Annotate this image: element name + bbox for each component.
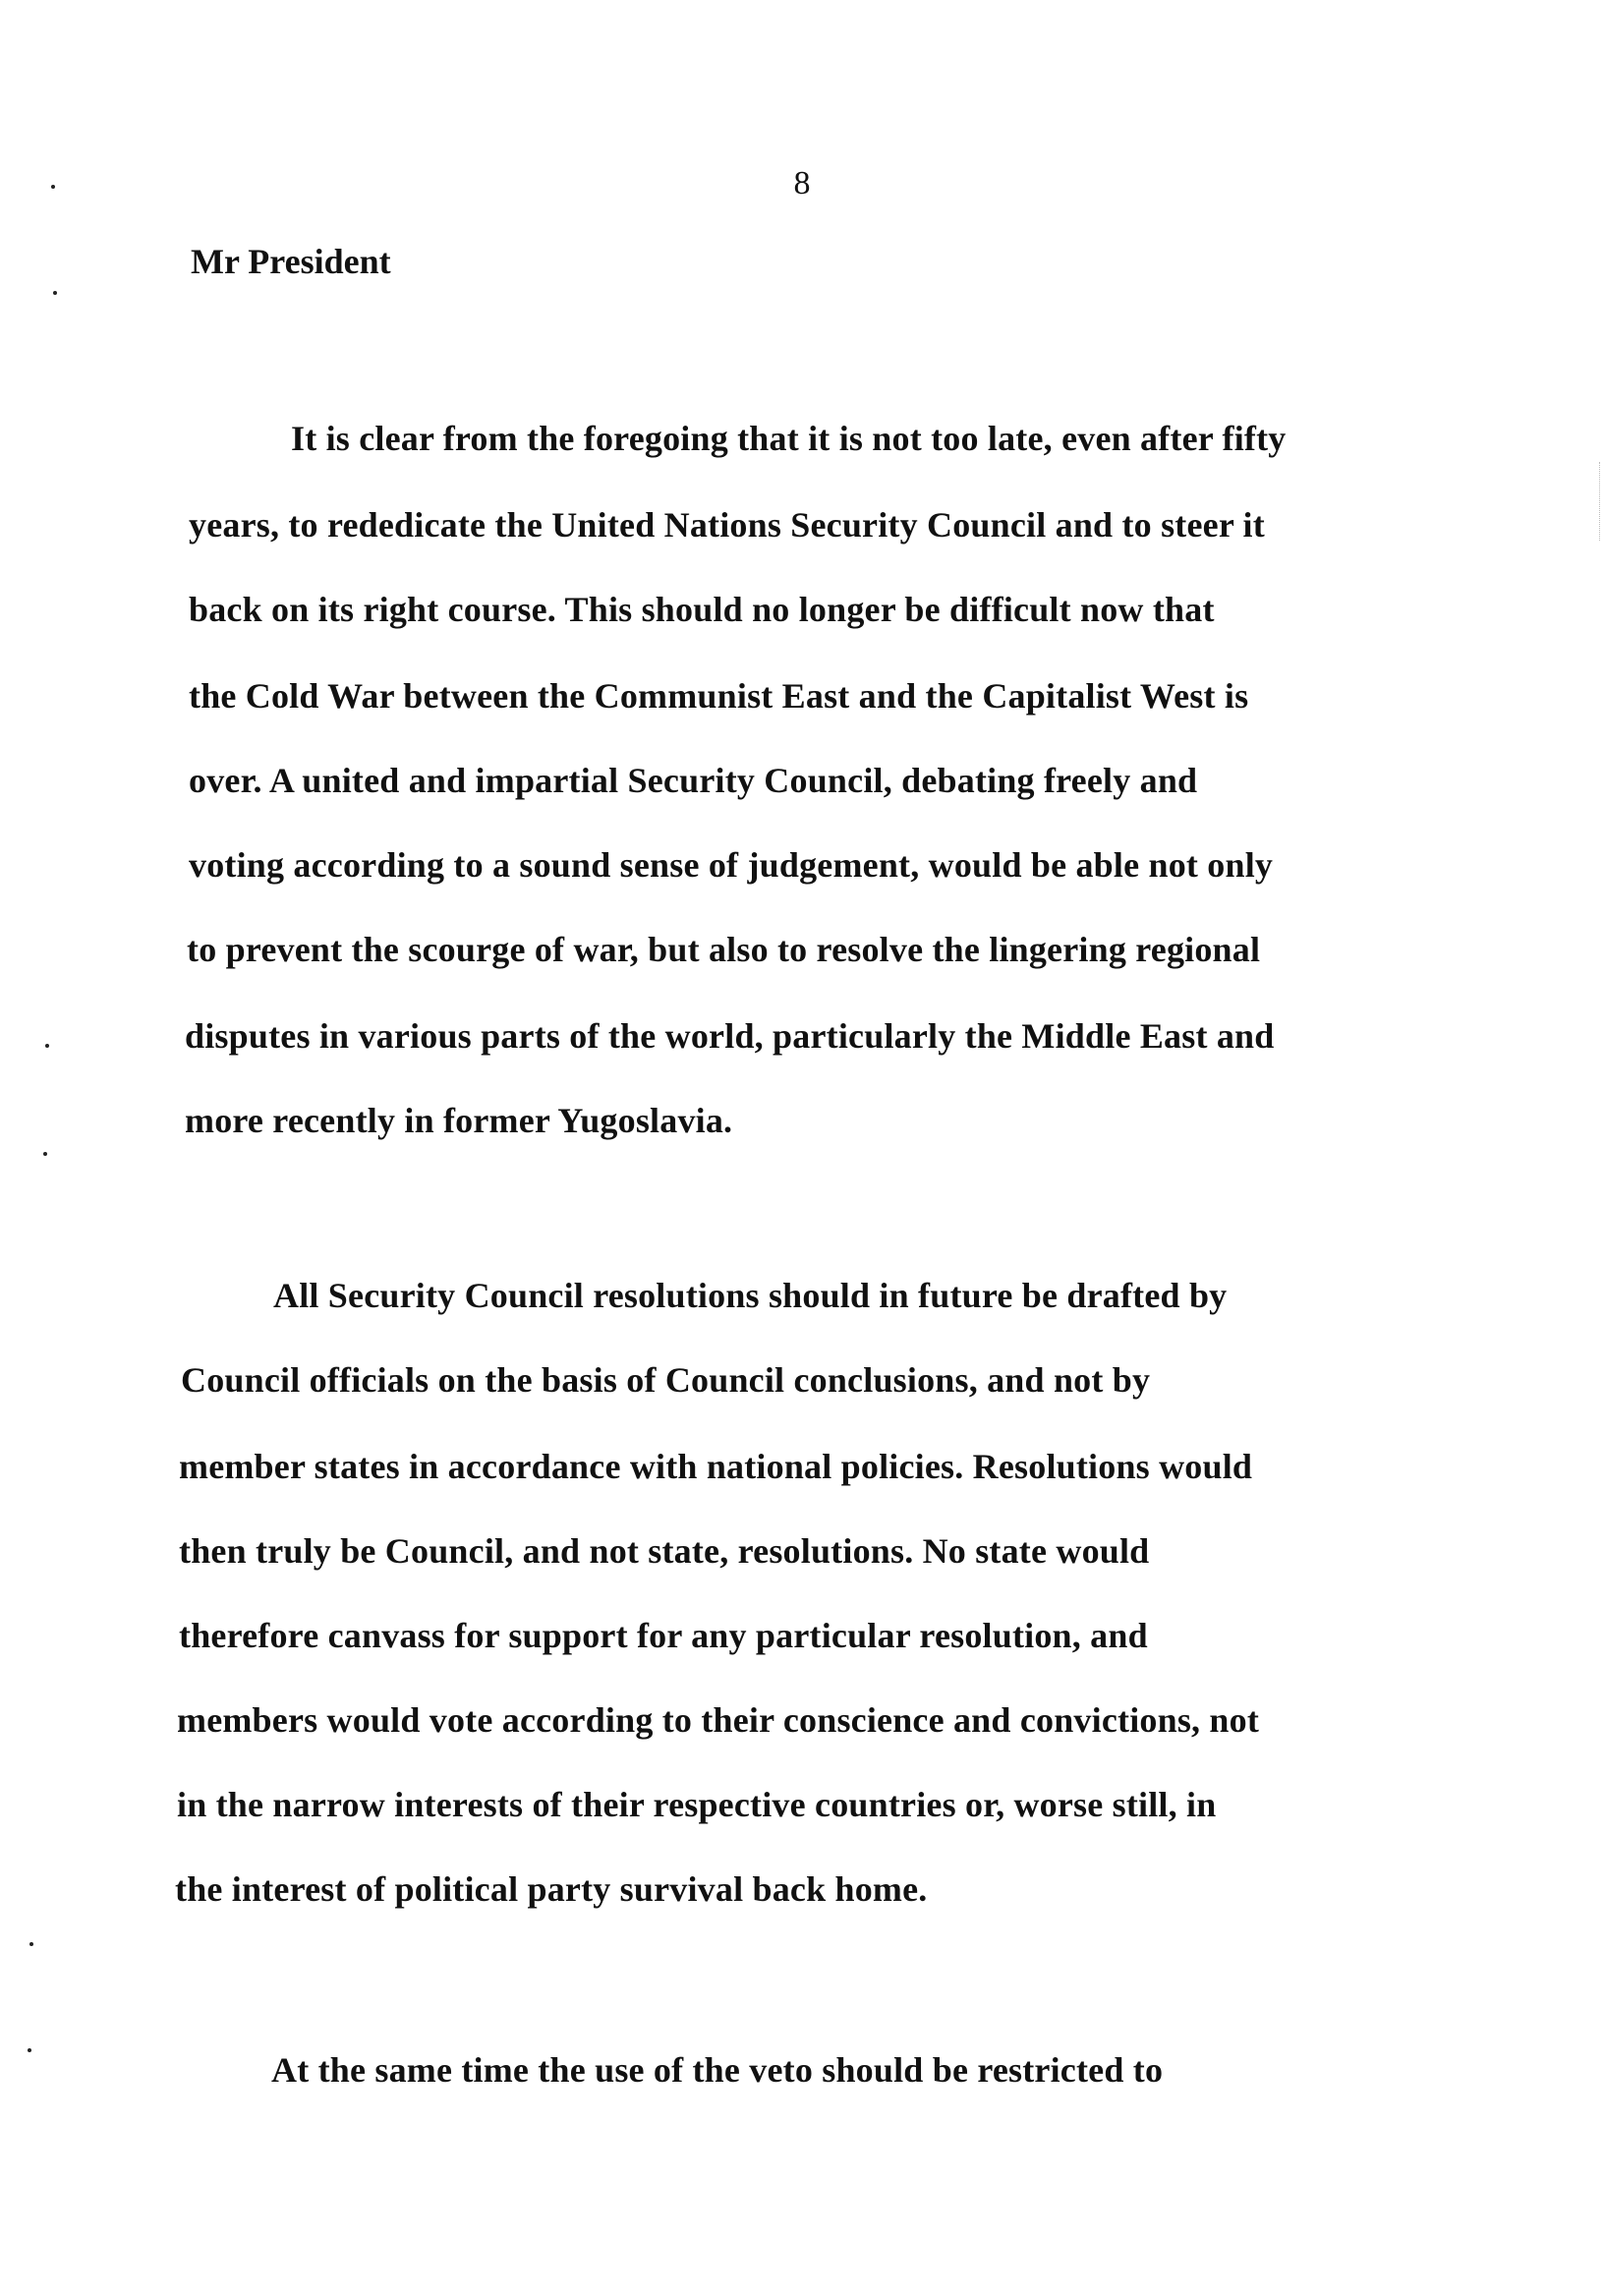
paragraph-line: then truly be Council, and not state, resolutions. No state would	[179, 1531, 1150, 1571]
scan-speck	[43, 1152, 47, 1156]
paragraph-line: At the same time the use of the veto should be restricted to	[271, 2050, 1164, 2090]
paragraph-line: back on its right course. This should no longer be difficult now that	[189, 590, 1215, 629]
paragraph-line: in the narrow interests of their respective countries or, worse still, in	[177, 1785, 1217, 1824]
paragraph-line: over. A united and impartial Security Council, debating freely and	[189, 761, 1198, 800]
scan-speck	[29, 1942, 33, 1946]
paragraph-line: to prevent the scourge of war, but also to resolve the lingering regional	[187, 930, 1261, 969]
scan-speck	[45, 1044, 49, 1048]
paragraph-line: voting according to a sound sense of judgement, would be able not only	[189, 845, 1274, 885]
paragraph-line: Council officials on the basis of Council conclusions, and not by	[181, 1360, 1151, 1400]
page-number: 8	[793, 165, 811, 201]
paragraph-line: members would vote according to their conscience and convictions, not	[177, 1700, 1260, 1740]
paragraph-line: therefore canvass for support for any particular resolution, and	[179, 1616, 1148, 1655]
paragraph-line: member states in accordance with national policies. Resolutions would	[179, 1447, 1253, 1486]
scan-speck	[51, 185, 55, 189]
paragraph-line: the Cold War between the Communist East and the Capitalist West is	[189, 676, 1249, 716]
scan-speck	[28, 2048, 31, 2052]
paragraph-line: All Security Council resolutions should in future be drafted by	[273, 1276, 1228, 1315]
paragraph-line: It is clear from the foregoing that it is not too late, even after fifty	[291, 419, 1287, 458]
scan-speck	[53, 291, 57, 295]
scan-margin-mark	[1599, 462, 1601, 541]
paragraph-line: disputes in various parts of the world, particularly the Middle East and	[185, 1016, 1275, 1056]
paragraph-line: the interest of political party survival back home.	[175, 1869, 928, 1909]
salutation: Mr President	[191, 242, 391, 281]
paragraph-line: years, to rededicate the United Nations Security Council and to steer it	[189, 505, 1265, 545]
paragraph-line: more recently in former Yugoslavia.	[185, 1101, 733, 1140]
